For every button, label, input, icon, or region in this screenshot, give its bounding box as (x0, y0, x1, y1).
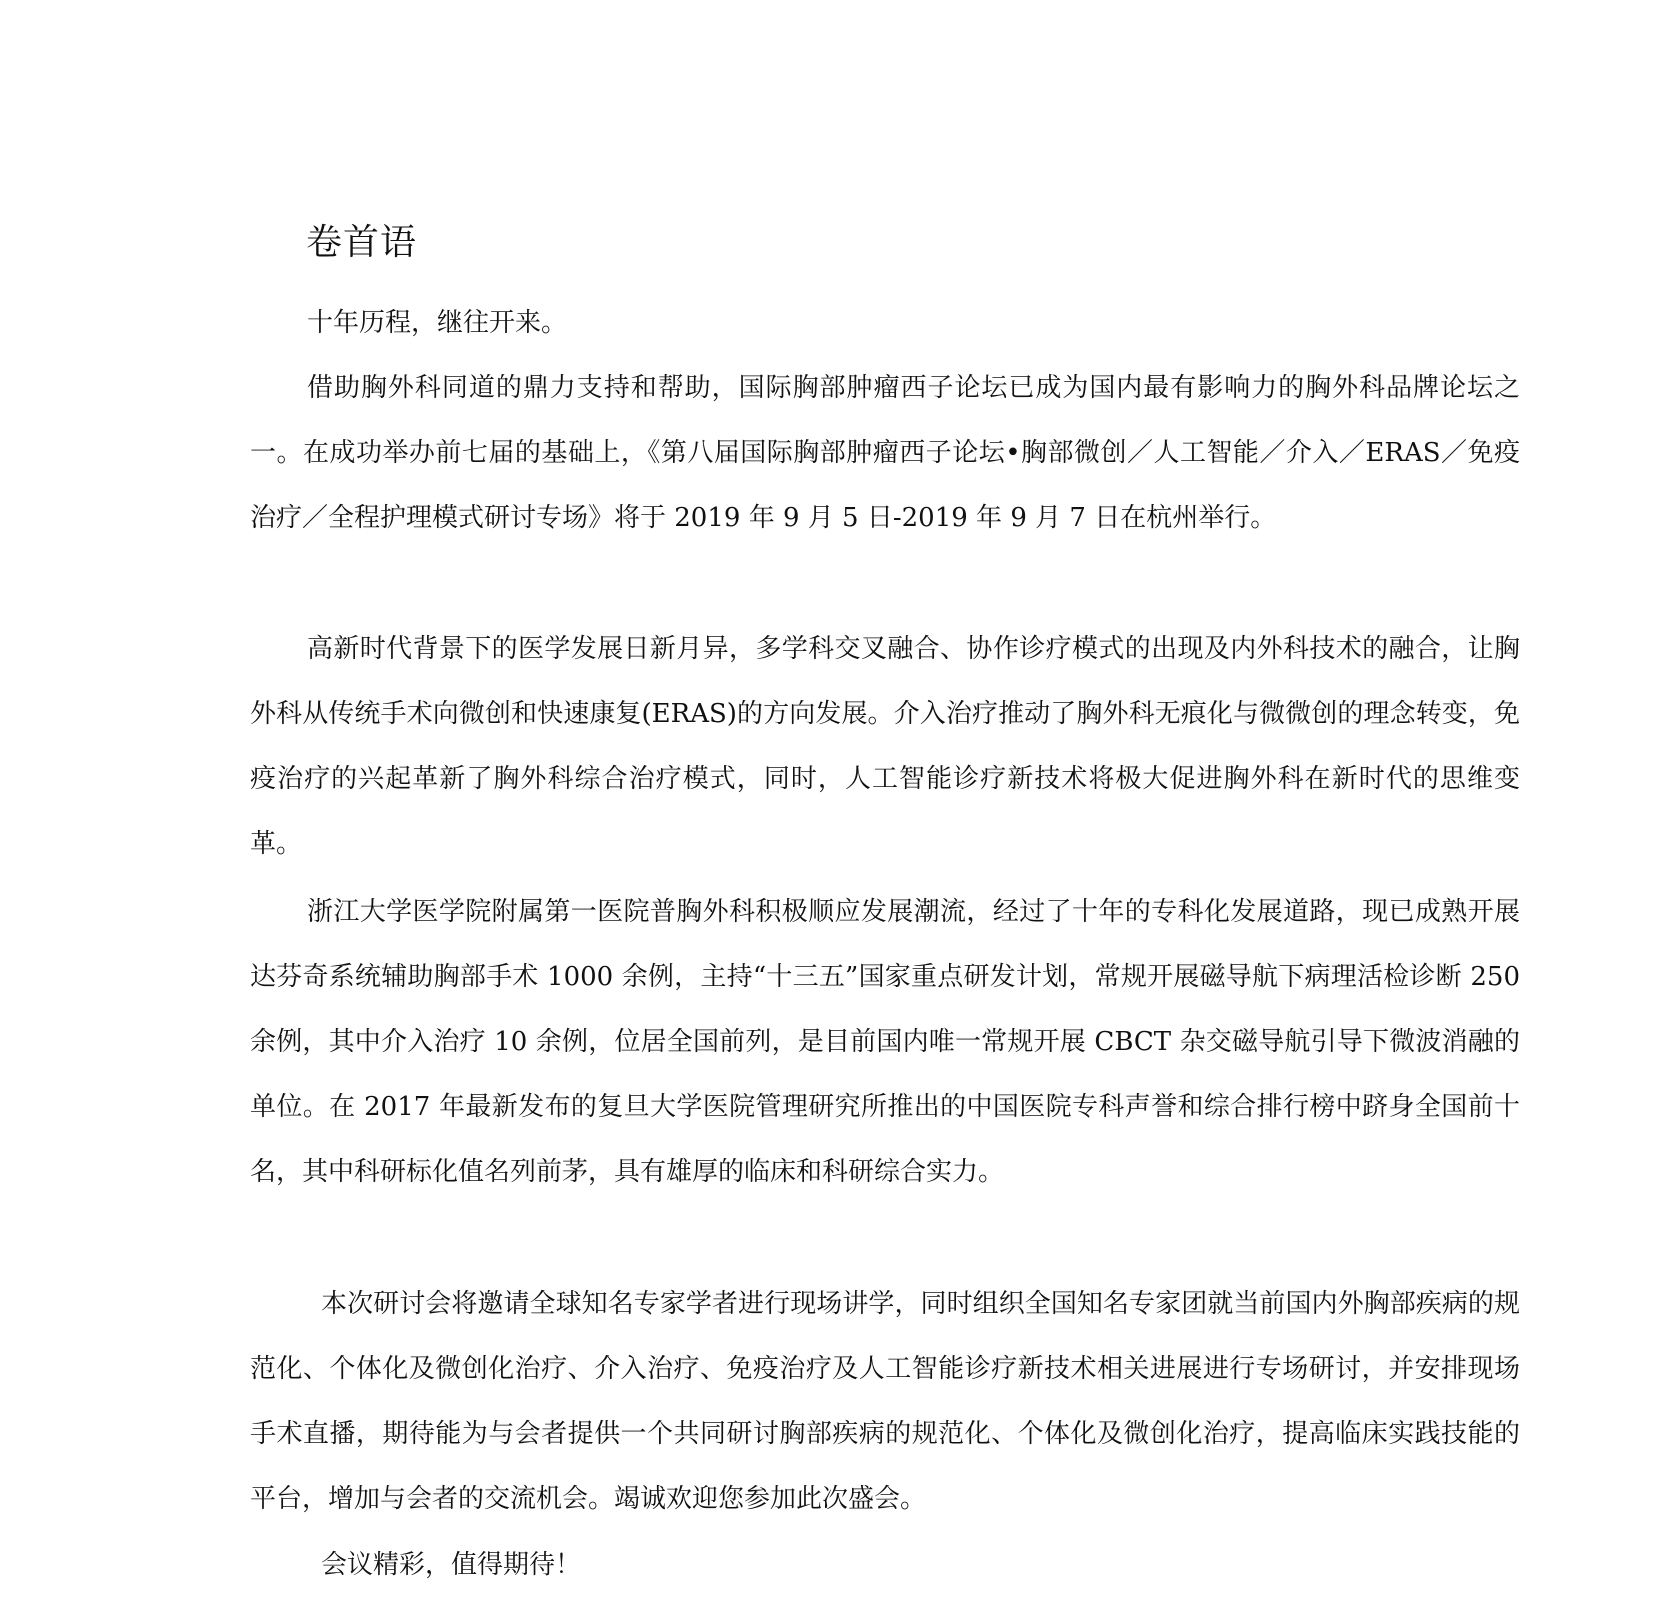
paragraph-medical-development: 高新时代背景下的医学发展日新月异，多学科交叉融合、协作诊疗模式的出现及内外科技术的融合，让胸外科从传统手术向微创和快速康复(ERAS)的方向发展。介入治疗推动了胸外科无痕化与微微创的理念转变，免疫治疗的兴起革新了胸外科综合治疗模式，同时，人工智能诊疗新技术将极大促进胸外科在新时代的思维变革。 (250, 634, 1520, 859)
paragraph-forum-intro: 借助胸外科同道的鼎力支持和帮助，国际胸部肿瘤西子论坛已成为国内最有影响力的胸外科品牌论坛之一。在成功举办前七届的基础上，《第八届国际胸部肿瘤西子论坛•胸部微创／人工智能／介入／ERAS／免疫治疗／全程护理模式研讨专场》将于 2019 年 9 月 5 日-2019 年 9 月 7 日在杭州举行。 (250, 373, 1520, 533)
paragraph-closing: 会议精彩，值得期待！ (321, 1550, 582, 1580)
paragraph-hospital-profile: 浙江大学医学院附属第一医院普胸外科积极顺应发展潮流，经过了十年的专科化发展道路，现已成熟开展达芬奇系统辅助胸部手术 1000 余例，主持“十三五”国家重点研发计划，常规开展磁导航下病理活检诊断 250 余例，其中介入治疗 10 余例，位居全国前列，是目前国内唯一常规开展 CBCT 杂交磁导航引导下微波消融的单位。在 2017 年最新发布的复旦大学医院管理研究所推出的中国医院专科声誉和综合排行榜中跻身全国前十名，其中科研标化值名列前茅，具有雄厚的临床和科研综合实力。 (250, 897, 1520, 1187)
paragraph-symposium-plan: 本次研讨会将邀请全球知名专家学者进行现场讲学，同时组织全国知名专家团就当前国内外胸部疾病的规范化、个体化及微创化治疗、介入治疗、免疫治疗及人工智能诊疗新技术相关进展进行专场研讨，并安排现场手术直播，期待能为与会者提供一个共同研讨胸部疾病的规范化、个体化及微创化治疗，提高临床实践技能的平台，增加与会者的交流机会。竭诚欢迎您参加此次盛会。 (250, 1289, 1520, 1514)
page-title: 卷首语 (306, 222, 418, 263)
paragraph-opening: 十年历程，继往开来。 (307, 308, 568, 338)
